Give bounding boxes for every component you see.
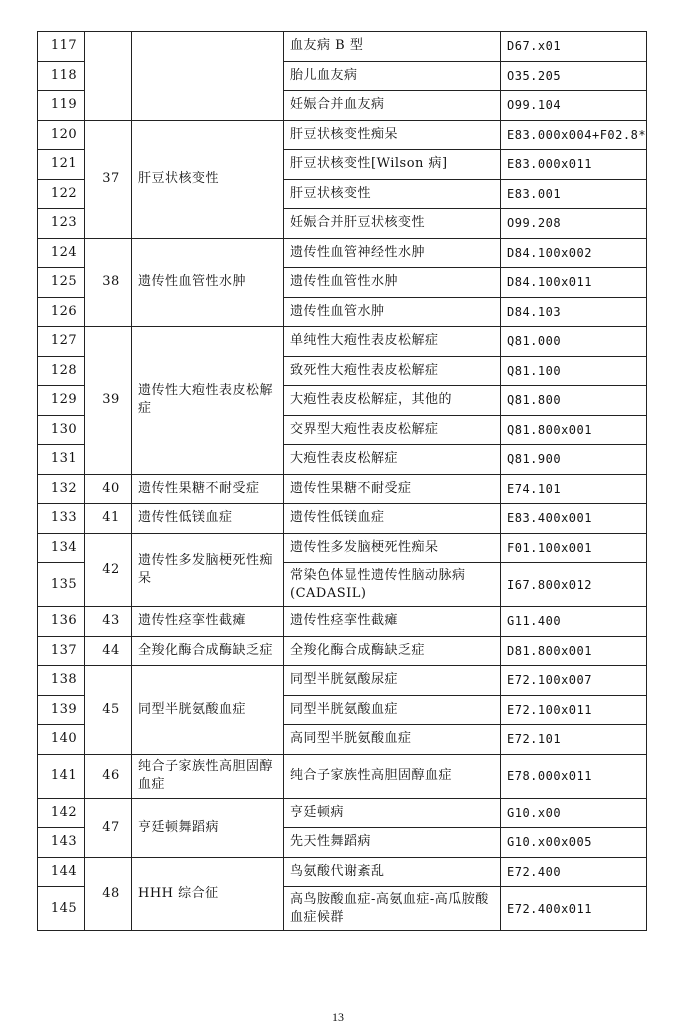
row-number: 118 [38,61,85,91]
row-number: 125 [38,268,85,298]
row-number: 121 [38,150,85,180]
row-number: 134 [38,533,85,563]
diagnosis-name: 常染色体显性遗传性脑动脉病(CADASIL) [284,563,501,607]
disease-category: 肝豆状核变性 [132,120,284,238]
row-number: 126 [38,297,85,327]
disease-category: 遗传性多发脑梗死性痴呆 [132,533,284,607]
diagnosis-name: 妊娠合并肝豆状核变性 [284,209,501,239]
diagnosis-code: G10.x00 [501,798,647,828]
diagnosis-code: D84.100x011 [501,268,647,298]
diagnosis-code: F01.100x001 [501,533,647,563]
disease-category: 遗传性果糖不耐受症 [132,474,284,504]
row-number: 138 [38,666,85,696]
diagnosis-name: 同型半胱氨酸尿症 [284,666,501,696]
diagnosis-code: E83.400x001 [501,504,647,534]
diagnosis-name: 单纯性大疱性表皮松解症 [284,327,501,357]
row-number: 144 [38,857,85,887]
row-number: 135 [38,563,85,607]
diagnosis-name: 大疱性表皮松解症 [284,445,501,475]
table-row [38,636,647,666]
disease-category: 全羧化酶合成酶缺乏症 [132,636,284,666]
diagnosis-name: 肝豆状核变性痴呆 [284,120,501,150]
diagnosis-name: 遗传性血管性水肿 [284,268,501,298]
diagnosis-code: E72.100x011 [501,695,647,725]
diagnosis-name: 大疱性表皮松解症，其他的 [284,386,501,416]
diagnosis-name: 遗传性血管神经性水肿 [284,238,501,268]
row-number: 123 [38,209,85,239]
disease-category: 遗传性痉挛性截瘫 [132,607,284,637]
row-number: 133 [38,504,85,534]
diagnosis-name: 遗传性痉挛性截瘫 [284,607,501,637]
row-number: 127 [38,327,85,357]
table-row [38,754,647,798]
diagnosis-code: E72.100x007 [501,666,647,696]
diagnosis-code: Q81.800x001 [501,415,647,445]
group-number [85,32,132,121]
diagnosis-code: Q81.900 [501,445,647,475]
row-number: 141 [38,754,85,798]
diagnosis-name: 遗传性低镁血症 [284,504,501,534]
group-number: 39 [85,327,132,475]
row-number: 129 [38,386,85,416]
group-number: 48 [85,857,132,931]
row-number: 130 [38,415,85,445]
diagnosis-code: O35.205 [501,61,647,91]
diagnosis-code: E72.400x011 [501,887,647,931]
table-row [38,533,647,563]
diagnosis-code: E83.001 [501,179,647,209]
table-row [38,474,647,504]
diagnosis-code: E83.000x011 [501,150,647,180]
group-number: 38 [85,238,132,327]
group-number: 46 [85,754,132,798]
row-number: 120 [38,120,85,150]
table-body [38,32,647,931]
diagnosis-name: 高鸟胺酸血症-高氨血症-高瓜胺酸血症候群 [284,887,501,931]
row-number: 136 [38,607,85,637]
table-row [38,120,647,150]
group-number: 41 [85,504,132,534]
row-number: 137 [38,636,85,666]
row-number: 143 [38,828,85,858]
group-number: 44 [85,636,132,666]
diagnosis-code: Q81.000 [501,327,647,357]
diagnosis-code: E72.101 [501,725,647,755]
diagnosis-code: D84.103 [501,297,647,327]
row-number: 145 [38,887,85,931]
disease-category: 遗传性低镁血症 [132,504,284,534]
group-number: 43 [85,607,132,637]
diagnosis-name: 妊娠合并血友病 [284,91,501,121]
disease-category: HHH 综合征 [132,857,284,931]
diagnosis-name: 肝豆状核变性[Wilson 病] [284,150,501,180]
diagnosis-name: 遗传性果糖不耐受症 [284,474,501,504]
disease-category: 遗传性血管性水肿 [132,238,284,327]
row-number: 142 [38,798,85,828]
diagnosis-code: E74.101 [501,474,647,504]
diagnosis-name: 血友病 B 型 [284,32,501,62]
page-number: 13 [332,1010,344,1024]
table-row [38,798,647,828]
table-row [38,666,647,696]
diagnosis-code: O99.104 [501,91,647,121]
diagnosis-name: 同型半胱氨酸血症 [284,695,501,725]
row-number: 139 [38,695,85,725]
diagnosis-name: 遗传性多发脑梗死性痴呆 [284,533,501,563]
diagnosis-code: D84.100x002 [501,238,647,268]
table-row [38,504,647,534]
disease-code-table [37,31,647,931]
row-number: 122 [38,179,85,209]
diagnosis-code: E72.400 [501,857,647,887]
disease-category: 纯合子家族性高胆固醇血症 [132,754,284,798]
row-number: 117 [38,32,85,62]
diagnosis-name: 先天性舞蹈病 [284,828,501,858]
diagnosis-name: 致死性大疱性表皮松解症 [284,356,501,386]
table-row [38,327,647,357]
diagnosis-code: I67.800x012 [501,563,647,607]
table-row [38,857,647,887]
diagnosis-code: D81.800x001 [501,636,647,666]
diagnosis-name: 胎儿血友病 [284,61,501,91]
diagnosis-code: D67.x01 [501,32,647,62]
row-number: 131 [38,445,85,475]
diagnosis-name: 全羧化酶合成酶缺乏症 [284,636,501,666]
table-row [38,607,647,637]
row-number: 128 [38,356,85,386]
disease-category: 亨廷顿舞蹈病 [132,798,284,857]
diagnosis-name: 纯合子家族性高胆固醇血症 [284,754,501,798]
diagnosis-name: 鸟氨酸代谢紊乱 [284,857,501,887]
disease-category [132,32,284,121]
diagnosis-name: 亨廷顿病 [284,798,501,828]
group-number: 45 [85,666,132,755]
diagnosis-code: E78.000x011 [501,754,647,798]
group-number: 37 [85,120,132,238]
disease-category: 同型半胱氨酸血症 [132,666,284,755]
diagnosis-name: 肝豆状核变性 [284,179,501,209]
table-row [38,238,647,268]
group-number: 40 [85,474,132,504]
diagnosis-code: E83.000x004+F02.8* [501,120,647,150]
diagnosis-name: 交界型大疱性表皮松解症 [284,415,501,445]
group-number: 42 [85,533,132,607]
diagnosis-code: Q81.800 [501,386,647,416]
row-number: 132 [38,474,85,504]
diagnosis-name: 高同型半胱氨酸血症 [284,725,501,755]
diagnosis-code: G11.400 [501,607,647,637]
group-number: 47 [85,798,132,857]
diagnosis-code: O99.208 [501,209,647,239]
row-number: 124 [38,238,85,268]
diagnosis-code: G10.x00x005 [501,828,647,858]
disease-category: 遗传性大疱性表皮松解症 [132,327,284,475]
table-row [38,32,647,62]
diagnosis-code: Q81.100 [501,356,647,386]
row-number: 140 [38,725,85,755]
diagnosis-name: 遗传性血管水肿 [284,297,501,327]
row-number: 119 [38,91,85,121]
